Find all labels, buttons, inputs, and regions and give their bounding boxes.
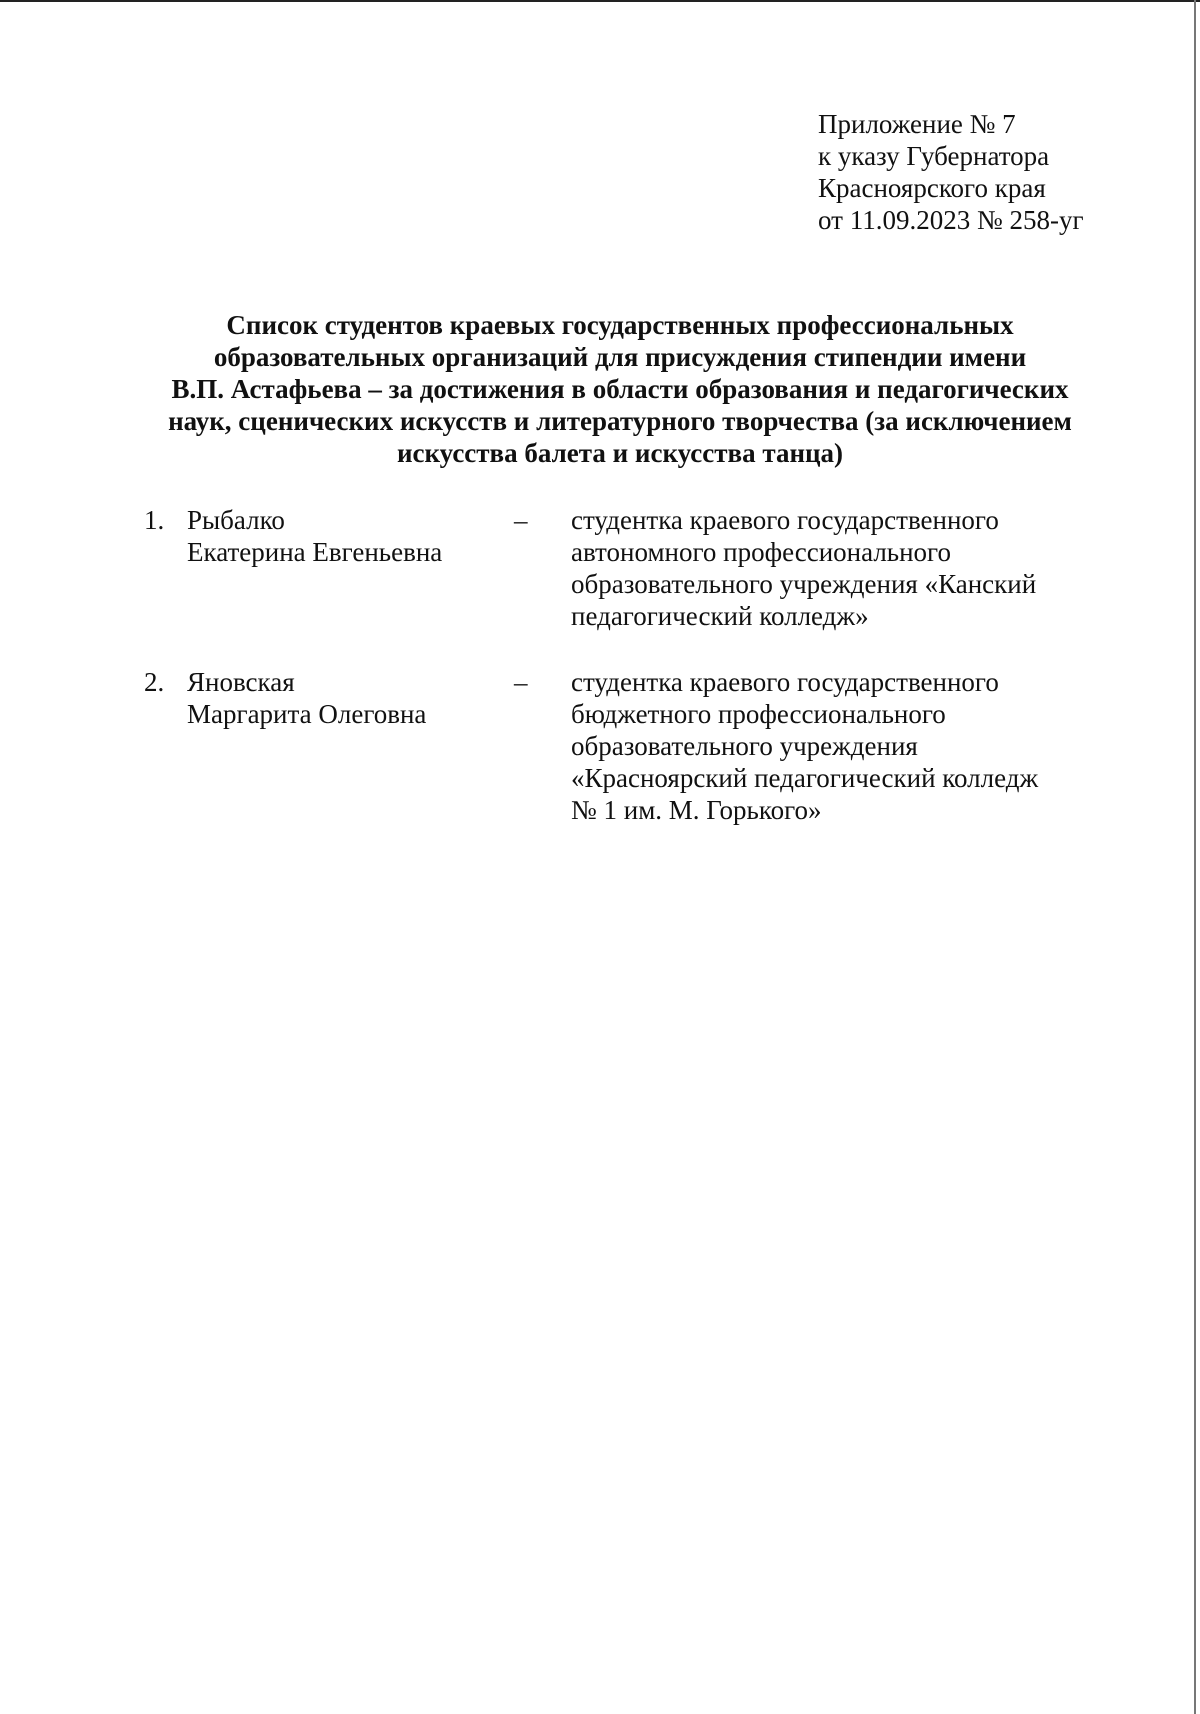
appendix-line: Красноярского края bbox=[818, 173, 1046, 203]
appendix-line: от 11.09.2023 № 258-уг bbox=[818, 205, 1084, 235]
description-line: студентка краевого государственного bbox=[571, 505, 999, 535]
description-line: бюджетного профессионального bbox=[571, 699, 946, 729]
scan-edge-top bbox=[0, 0, 1200, 2]
item-number: 2. bbox=[144, 667, 165, 697]
title-line: наук, сценических искусств и литературного творчества (за исключением bbox=[168, 406, 1072, 436]
appendix-line: к указу Губернатора bbox=[818, 141, 1050, 171]
description-line: педагогический колледж» bbox=[571, 601, 869, 631]
item-number: 1. bbox=[144, 505, 165, 535]
title-line: искусства балета и искусства танца) bbox=[396, 438, 844, 468]
student-surname: Рыбалко bbox=[187, 505, 285, 535]
student-description bbox=[571, 504, 1036, 632]
document-title bbox=[120, 309, 1120, 469]
title-line: Список студентов краевых государственных профессиональных bbox=[226, 310, 1014, 340]
description-line: студентка краевого государственного bbox=[571, 667, 999, 697]
description-line: образовательного учреждения «Канский bbox=[571, 569, 1037, 599]
student-given-names: Екатерина Евгеньевна bbox=[187, 537, 443, 567]
description-line: № 1 им. М. Горького» bbox=[571, 795, 822, 825]
separator-dash: – bbox=[514, 667, 528, 697]
student-given-names: Маргарита Олеговна bbox=[187, 699, 427, 729]
description-line: автономного профессионального bbox=[571, 537, 951, 567]
description-line: «Красноярский педагогический колледж bbox=[571, 763, 1039, 793]
description-line: образовательного учреждения bbox=[571, 731, 918, 761]
student-name bbox=[187, 666, 426, 730]
student-surname: Яновская bbox=[187, 667, 295, 697]
scan-edge-right bbox=[1194, 0, 1196, 1714]
appendix-header bbox=[818, 108, 1084, 236]
separator-dash: – bbox=[514, 505, 528, 535]
student-name bbox=[187, 504, 442, 568]
appendix-line: Приложение № 7 bbox=[818, 109, 1016, 139]
title-line: образовательных организаций для присуждения стипендии имени bbox=[213, 342, 1027, 372]
title-line: В.П. Астафьева – за достижения в области образования и педагогических bbox=[171, 374, 1069, 404]
student-description bbox=[571, 666, 1038, 826]
